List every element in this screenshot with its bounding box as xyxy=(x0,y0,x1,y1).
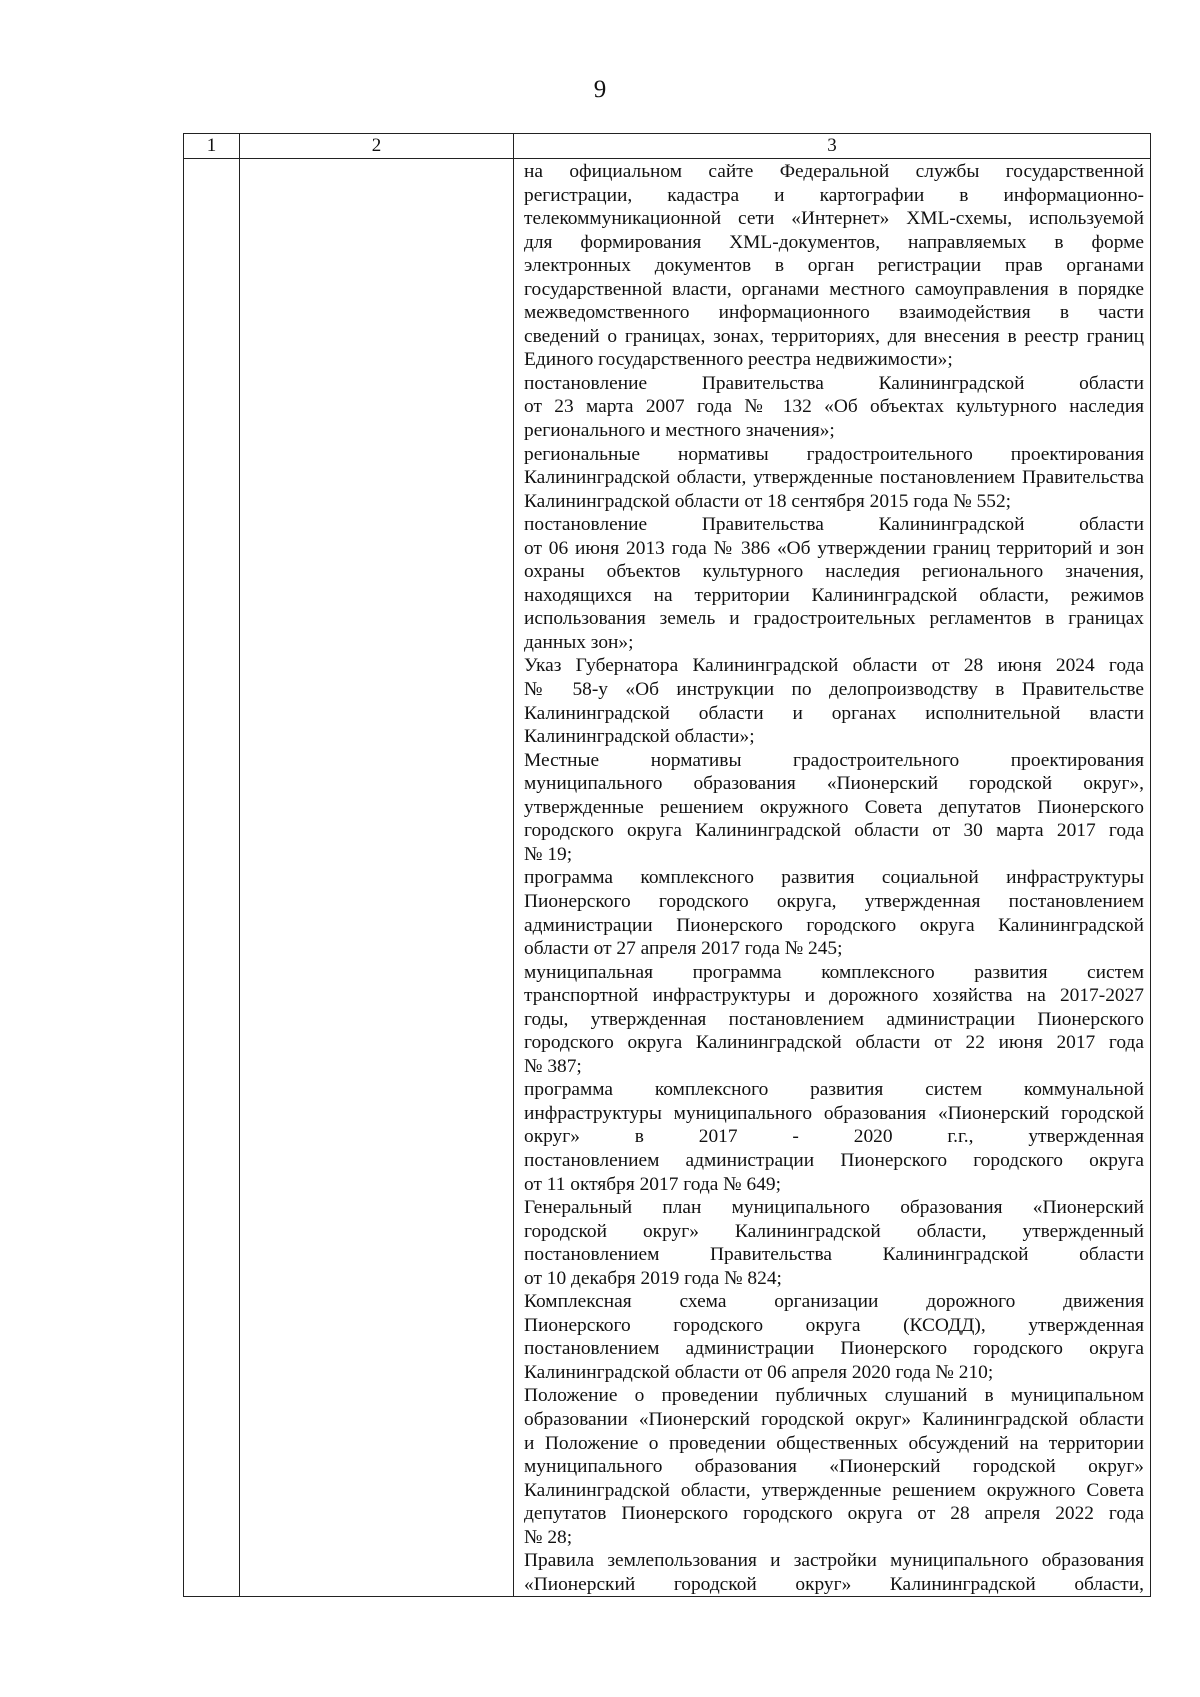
legal-reference-paragraph xyxy=(524,866,1144,960)
paragraph-line: утвержденные решением окружного Совета депутатов Пионерского xyxy=(524,796,1144,818)
paragraph-line: постановлением администрации Пионерского городского округа xyxy=(524,1149,1144,1171)
paragraph-line: Указ Губернатора Калининградской области от 28 июня 2024 года xyxy=(524,655,1144,677)
paragraph-line: муниципальная программа комплексного развития систем xyxy=(524,961,1144,983)
legal-reference-paragraph xyxy=(524,513,1144,654)
paragraph-line: городской округ» Калининградской области, утвержденный xyxy=(524,1220,1144,1242)
paragraph-line: № 28; xyxy=(524,1526,573,1548)
legal-reference-paragraph xyxy=(524,160,1144,372)
legal-reference-paragraph xyxy=(524,443,1144,514)
paragraph-line: находящихся на территории Калининградской области, режимов xyxy=(524,584,1144,606)
paragraph-line: муниципального образования «Пионерский городской округ», xyxy=(524,773,1144,795)
paragraph-line: постановлением администрации Пионерского городского округа xyxy=(524,1338,1144,1360)
paragraph-line: программа комплексного развития социальной инфраструктуры xyxy=(524,867,1144,889)
paragraph-line: области от 27 апреля 2017 года № 245; xyxy=(524,938,843,960)
legal-reference-paragraph xyxy=(524,1078,1144,1196)
column-header-2: 2 xyxy=(240,134,514,159)
legal-reference-paragraph xyxy=(524,1549,1144,1596)
paragraph-line: постановление Правительства Калининградской области xyxy=(524,372,1144,394)
legal-reference-paragraph xyxy=(524,1290,1144,1384)
paragraph-line: № 19; xyxy=(524,843,573,865)
legal-reference-paragraph xyxy=(524,1384,1144,1549)
column-header-1: 1 xyxy=(184,134,240,159)
paragraph-line: городского округа Калининградской области от 22 июня 2017 года xyxy=(524,1032,1144,1054)
legal-reference-paragraph xyxy=(524,961,1144,1079)
legal-reference-paragraph xyxy=(524,654,1144,748)
paragraph-line: использования земель и градостроительных регламентов в границах xyxy=(524,608,1144,630)
paragraph-line: Правила землепользования и застройки муниципального образования xyxy=(524,1550,1144,1572)
paragraph-line: Положение о проведении публичных слушаний в муниципальном xyxy=(524,1385,1144,1407)
paragraph-line: Единого государственного реестра недвижимости»; xyxy=(524,349,953,371)
legal-reference-paragraph xyxy=(524,372,1144,443)
paragraph-line: администрации Пионерского городского округа Калининградской xyxy=(524,914,1144,936)
paragraph-line: охраны объектов культурного наследия регионального значения, xyxy=(524,561,1144,583)
paragraph-line: «Пионерский городской округ» Калининградской области, xyxy=(524,1573,1144,1595)
paragraph-line: муниципального образования «Пионерский городской округ» xyxy=(524,1456,1144,1478)
paragraph-line: от 10 декабря 2019 года № 824; xyxy=(524,1267,782,1289)
table-row xyxy=(184,159,1151,1597)
paragraph-line: сведений о границах, зонах, территориях, для внесения в реестр границ xyxy=(524,325,1144,347)
paragraph-line: регистрации, кадастра и картографии в информационно- xyxy=(524,184,1144,206)
paragraph-line: от 11 октября 2017 года № 649; xyxy=(524,1173,781,1195)
document-table xyxy=(183,133,1151,1597)
paragraph-line: программа комплексного развития систем коммунальной xyxy=(524,1079,1144,1101)
paragraph-line: № 387; xyxy=(524,1055,582,1077)
legal-reference-paragraph xyxy=(524,749,1144,867)
paragraph-line: депутатов Пионерского городского округа от 28 апреля 2022 года xyxy=(524,1503,1144,1525)
paragraph-line: образовании «Пионерский городской округ» Калининградской области xyxy=(524,1408,1144,1430)
paragraph-line: постановлением Правительства Калининградской области xyxy=(524,1244,1144,1266)
paragraph-line: телекоммуникационной сети «Интернет» XML-схемы, используемой xyxy=(524,208,1144,230)
paragraph-line: Комплексная схема организации дорожного движения xyxy=(524,1291,1144,1313)
paragraph-line: и Положение о проведении общественных обсуждений на территории xyxy=(524,1432,1144,1454)
paragraph-line: округ» в 2017 - 2020 г.г., утвержденная xyxy=(524,1126,1144,1148)
legal-reference-paragraph xyxy=(524,1196,1144,1290)
paragraph-line: от 23 марта 2007 года № 132 «Об объектах культурного наследия xyxy=(524,396,1144,418)
paragraph-line: № 58-у «Об инструкции по делопроизводству в Правительстве xyxy=(524,679,1144,701)
paragraph-line: Генеральный план муниципального образования «Пионерский xyxy=(524,1197,1144,1219)
cell-col-1 xyxy=(184,159,240,1597)
paragraph-line: годы, утвержденная постановлением администрации Пионерского xyxy=(524,1008,1144,1030)
paragraph-line: от 06 июня 2013 года № 386 «Об утверждении границ территорий и зон xyxy=(524,537,1144,559)
paragraph-line: региональные нормативы градостроительного проектирования xyxy=(524,443,1144,465)
paragraph-line: инфраструктуры муниципального образования «Пионерский городской xyxy=(524,1102,1144,1124)
paragraph-line: Местные нормативы градостроительного проектирования xyxy=(524,749,1144,771)
paragraph-line: Калининградской области, утвержденные постановлением Правительства xyxy=(524,467,1144,489)
paragraph-line: на официальном сайте Федеральной службы государственной xyxy=(524,161,1144,182)
page-number: 9 xyxy=(593,76,607,103)
paragraph-line: Калининградской области от 18 сентября 2015 года № 552; xyxy=(524,490,1012,512)
paragraph-line: Калининградской области от 06 апреля 2020 года № 210; xyxy=(524,1361,994,1383)
paragraph-line: регионального и местного значения»; xyxy=(524,420,835,442)
paragraph-line: для формирования XML-документов, направляемых в форме xyxy=(524,231,1144,253)
cell-col-3-content xyxy=(514,159,1151,1597)
paragraph-line: данных зон»; xyxy=(524,631,634,653)
paragraph-line: Калининградской области, утвержденные решением окружного Совета xyxy=(524,1479,1144,1501)
paragraph-line: Пионерского городского округа, утвержденная постановлением xyxy=(524,890,1144,912)
paragraph-line: городского округа Калининградской области от 30 марта 2017 года xyxy=(524,820,1144,842)
paragraph-line: межведомственного информационного взаимодействия в части xyxy=(524,302,1144,324)
table-header-row xyxy=(184,134,1151,159)
paragraph-line: электронных документов в орган регистрации прав органами xyxy=(524,255,1144,277)
paragraph-line: Калининградской области»; xyxy=(524,726,755,748)
paragraph-line: Пионерского городского округа (КСОДД), утвержденная xyxy=(524,1314,1144,1336)
paragraph-line: постановление Правительства Калининградской области xyxy=(524,514,1144,536)
paragraph-line: транспортной инфраструктуры и дорожного хозяйства на 2017-2027 xyxy=(524,985,1144,1007)
paragraph-line: Калининградской области и органах исполнительной власти xyxy=(524,702,1144,724)
cell-col-2 xyxy=(240,159,514,1597)
column-header-3: 3 xyxy=(514,134,1151,159)
paragraph-line: государственной власти, органами местного самоуправления в порядке xyxy=(524,278,1144,300)
